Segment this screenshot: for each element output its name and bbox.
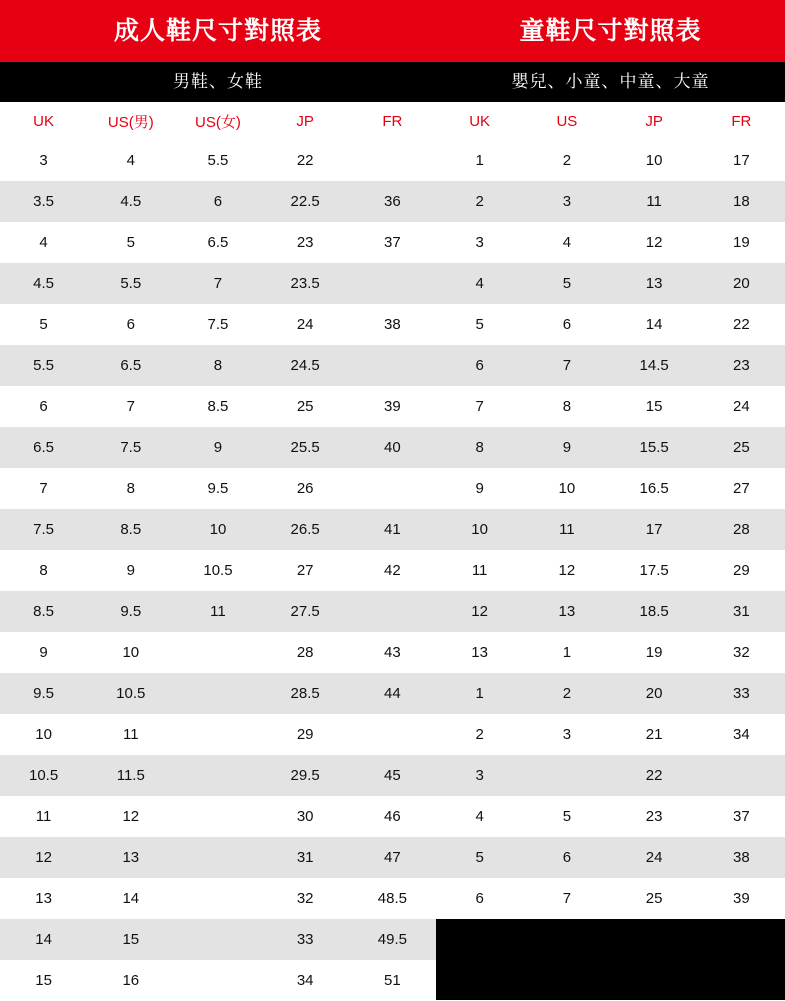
adult-cell: 6	[174, 181, 261, 222]
adult-cell	[349, 140, 436, 181]
adult-cell: 10	[87, 632, 174, 673]
adult-cell: 14	[87, 878, 174, 919]
adult-cell: 3.5	[0, 181, 87, 222]
table-row	[0, 591, 436, 632]
adult-cell: 24	[262, 304, 349, 345]
adult-cell: 27	[262, 550, 349, 591]
table-row	[0, 837, 436, 878]
kids-cell: 9	[436, 468, 523, 509]
kids-cell: 33	[698, 673, 785, 714]
kids-cell: 1	[436, 673, 523, 714]
kids-cell: 22	[611, 755, 698, 796]
table-row	[0, 181, 436, 222]
kids-cell: 13	[523, 591, 610, 632]
adult-cell: 48.5	[349, 878, 436, 919]
adult-cell: 13	[0, 878, 87, 919]
kids-cell: 6	[436, 345, 523, 386]
kids-cell: 10	[436, 509, 523, 550]
kids-cell: 25	[611, 878, 698, 919]
adult-cell: 8	[87, 468, 174, 509]
adult-col-us-men: US(男)	[87, 102, 174, 140]
table-row	[0, 509, 436, 550]
adult-cell: 6	[0, 386, 87, 427]
kids-cell: 3	[436, 222, 523, 263]
adult-cell: 15	[87, 919, 174, 960]
adult-cell: 23.5	[262, 263, 349, 304]
kids-cell: 24	[611, 837, 698, 878]
kids-cell: 15.5	[611, 427, 698, 468]
adult-cell	[349, 345, 436, 386]
adult-cell	[349, 591, 436, 632]
table-row	[436, 755, 785, 796]
table-row	[436, 591, 785, 632]
kids-cell: 6	[436, 878, 523, 919]
kids-cell: 9	[523, 427, 610, 468]
kids-cell: 12	[436, 591, 523, 632]
kids-cell: 5	[436, 837, 523, 878]
kids-col-uk: UK	[436, 102, 523, 140]
adult-cell: 7	[174, 263, 261, 304]
kids-cell	[698, 755, 785, 796]
kids-cell: 20	[698, 263, 785, 304]
kids-cell: 27	[698, 468, 785, 509]
kids-cell: 7	[436, 386, 523, 427]
table-row	[436, 386, 785, 427]
adult-cell: 26	[262, 468, 349, 509]
kids-cell: 31	[698, 591, 785, 632]
kids-cell: 10	[523, 468, 610, 509]
adult-cell: 39	[349, 386, 436, 427]
adult-cell: 25.5	[262, 427, 349, 468]
adult-cell: 5.5	[0, 345, 87, 386]
adult-cell: 23	[262, 222, 349, 263]
kids-cell: 2	[523, 673, 610, 714]
adult-cell: 34	[262, 960, 349, 1001]
kids-cell: 8	[436, 427, 523, 468]
adult-cell: 10	[174, 509, 261, 550]
adult-cell: 26.5	[262, 509, 349, 550]
adult-cell: 43	[349, 632, 436, 673]
adult-cell: 11.5	[87, 755, 174, 796]
kids-cell: 34	[698, 714, 785, 755]
table-row	[436, 714, 785, 755]
adult-cell	[174, 837, 261, 878]
kids-col-us: US	[523, 102, 610, 140]
table-row	[0, 919, 436, 960]
adult-cell	[174, 755, 261, 796]
kids-col-jp: JP	[611, 102, 698, 140]
adult-cell: 10	[0, 714, 87, 755]
adult-cell: 10.5	[0, 755, 87, 796]
adult-cell: 6.5	[174, 222, 261, 263]
adult-cell	[174, 960, 261, 1001]
kids-cell: 3	[436, 755, 523, 796]
adult-cell	[174, 878, 261, 919]
kids-cell: 23	[698, 345, 785, 386]
adult-cell: 11	[0, 796, 87, 837]
kids-cell: 2	[436, 181, 523, 222]
kids-cell: 21	[611, 714, 698, 755]
table-row	[436, 468, 785, 509]
kids-cell: 4	[523, 222, 610, 263]
kids-table-head	[436, 102, 785, 140]
adult-cell: 30	[262, 796, 349, 837]
table-row	[436, 632, 785, 673]
kids-cell: 11	[523, 509, 610, 550]
adult-cell: 6	[87, 304, 174, 345]
kids-cell: 1	[523, 632, 610, 673]
adult-table-wrapper	[0, 102, 436, 1001]
adult-size-table	[0, 102, 436, 1001]
adult-cell: 7.5	[174, 304, 261, 345]
kids-cell: 19	[611, 632, 698, 673]
adult-cell: 29.5	[262, 755, 349, 796]
adult-cell: 9	[87, 550, 174, 591]
table-row	[436, 509, 785, 550]
table-row	[0, 878, 436, 919]
adult-cell: 4	[0, 222, 87, 263]
kids-col-fr: FR	[698, 102, 785, 140]
adult-cell: 10.5	[87, 673, 174, 714]
kids-cell: 7	[523, 878, 610, 919]
adult-cell: 10.5	[174, 550, 261, 591]
kids-size-table	[436, 102, 785, 919]
table-row	[0, 304, 436, 345]
adult-cell: 9.5	[0, 673, 87, 714]
table-row	[436, 345, 785, 386]
adult-cell: 8.5	[87, 509, 174, 550]
kids-cell: 11	[436, 550, 523, 591]
kids-size-panel	[436, 0, 785, 1000]
kids-cell: 5	[436, 304, 523, 345]
table-row	[0, 468, 436, 509]
kids-cell	[523, 755, 610, 796]
adult-cell: 12	[87, 796, 174, 837]
adult-cell: 42	[349, 550, 436, 591]
adult-cell: 45	[349, 755, 436, 796]
table-row	[0, 345, 436, 386]
adult-cell: 27.5	[262, 591, 349, 632]
adult-cell: 14	[0, 919, 87, 960]
adult-cell: 9.5	[174, 468, 261, 509]
adult-cell: 46	[349, 796, 436, 837]
kids-cell: 25	[698, 427, 785, 468]
adult-cell: 24.5	[262, 345, 349, 386]
table-row	[436, 837, 785, 878]
kids-cell: 23	[611, 796, 698, 837]
adult-cell: 28	[262, 632, 349, 673]
table-row	[436, 673, 785, 714]
adult-cell	[349, 263, 436, 304]
adult-cell: 5.5	[87, 263, 174, 304]
adult-cell: 4	[87, 140, 174, 181]
kids-cell: 5	[523, 796, 610, 837]
adult-cell: 8	[174, 345, 261, 386]
adult-cell: 38	[349, 304, 436, 345]
adult-cell: 40	[349, 427, 436, 468]
adult-cell: 51	[349, 960, 436, 1001]
adult-cell: 11	[174, 591, 261, 632]
adult-col-uk: UK	[0, 102, 87, 140]
kids-cell: 3	[523, 181, 610, 222]
adult-cell: 7.5	[0, 509, 87, 550]
kids-cell: 16.5	[611, 468, 698, 509]
adult-cell: 8.5	[174, 386, 261, 427]
kids-cell: 22	[698, 304, 785, 345]
table-row	[0, 140, 436, 181]
kids-cell: 8	[523, 386, 610, 427]
table-row	[436, 304, 785, 345]
kids-cell: 13	[436, 632, 523, 673]
adult-cell	[349, 714, 436, 755]
table-row	[0, 550, 436, 591]
kids-cell: 12	[611, 222, 698, 263]
kids-cell: 24	[698, 386, 785, 427]
kids-cell: 5	[523, 263, 610, 304]
adult-table-head	[0, 102, 436, 140]
kids-cell: 15	[611, 386, 698, 427]
kids-cell: 32	[698, 632, 785, 673]
kids-cell: 12	[523, 550, 610, 591]
adult-cell	[174, 632, 261, 673]
adult-cell: 32	[262, 878, 349, 919]
adult-cell: 41	[349, 509, 436, 550]
kids-cell: 37	[698, 796, 785, 837]
kids-table-body	[436, 140, 785, 919]
kids-cell: 17	[611, 509, 698, 550]
kids-cell: 38	[698, 837, 785, 878]
kids-cell: 1	[436, 140, 523, 181]
table-row	[436, 427, 785, 468]
kids-cell: 10	[611, 140, 698, 181]
kids-panel-subtitle: 嬰兒、小童、中童、大童	[436, 62, 785, 102]
adult-cell: 3	[0, 140, 87, 181]
adult-cell: 33	[262, 919, 349, 960]
adult-cell: 9	[0, 632, 87, 673]
adult-cell: 6.5	[0, 427, 87, 468]
adult-cell: 49.5	[349, 919, 436, 960]
kids-cell: 39	[698, 878, 785, 919]
kids-cell: 14	[611, 304, 698, 345]
kids-cell: 13	[611, 263, 698, 304]
table-row	[0, 960, 436, 1001]
kids-cell: 29	[698, 550, 785, 591]
kids-cell: 17.5	[611, 550, 698, 591]
table-row	[436, 878, 785, 919]
adult-cell: 15	[0, 960, 87, 1001]
adult-cell: 36	[349, 181, 436, 222]
adult-cell: 16	[87, 960, 174, 1001]
adult-cell: 6.5	[87, 345, 174, 386]
kids-cell: 18.5	[611, 591, 698, 632]
adult-cell: 22	[262, 140, 349, 181]
adult-cell: 12	[0, 837, 87, 878]
adult-table-body	[0, 140, 436, 1001]
kids-cell: 20	[611, 673, 698, 714]
adult-col-us-women: US(女)	[174, 102, 261, 140]
table-row	[0, 714, 436, 755]
kids-panel-filler	[436, 919, 785, 1000]
kids-table-wrapper	[436, 102, 785, 919]
table-row	[0, 263, 436, 304]
table-row	[436, 796, 785, 837]
adult-cell: 28.5	[262, 673, 349, 714]
kids-panel-title: 童鞋尺寸對照表	[436, 0, 785, 62]
adult-cell: 9	[174, 427, 261, 468]
adult-cell: 7.5	[87, 427, 174, 468]
adult-cell: 5.5	[174, 140, 261, 181]
table-row	[0, 222, 436, 263]
adult-cell: 13	[87, 837, 174, 878]
adult-cell: 31	[262, 837, 349, 878]
kids-cell: 11	[611, 181, 698, 222]
table-row	[0, 386, 436, 427]
kids-cell: 7	[523, 345, 610, 386]
adult-cell: 4.5	[87, 181, 174, 222]
table-row	[0, 755, 436, 796]
adult-cell: 5	[0, 304, 87, 345]
adult-cell: 29	[262, 714, 349, 755]
table-row	[0, 632, 436, 673]
adult-cell: 8	[0, 550, 87, 591]
kids-cell: 2	[436, 714, 523, 755]
table-row	[436, 263, 785, 304]
table-row	[436, 222, 785, 263]
adult-cell: 11	[87, 714, 174, 755]
adult-panel-title: 成人鞋尺寸對照表	[0, 0, 436, 62]
adult-cell: 25	[262, 386, 349, 427]
adult-cell: 37	[349, 222, 436, 263]
kids-cell: 6	[523, 304, 610, 345]
kids-header-row	[436, 102, 785, 140]
kids-cell: 4	[436, 796, 523, 837]
adult-cell: 9.5	[87, 591, 174, 632]
adult-cell	[174, 673, 261, 714]
adult-panel-subtitle: 男鞋、女鞋	[0, 62, 436, 102]
adult-cell	[174, 796, 261, 837]
table-row	[436, 140, 785, 181]
adult-cell: 7	[0, 468, 87, 509]
adult-cell	[174, 714, 261, 755]
kids-cell: 3	[523, 714, 610, 755]
adult-cell	[349, 468, 436, 509]
adult-col-jp: JP	[262, 102, 349, 140]
adult-cell: 8.5	[0, 591, 87, 632]
adult-cell: 7	[87, 386, 174, 427]
adult-header-row	[0, 102, 436, 140]
adult-cell: 47	[349, 837, 436, 878]
kids-cell: 4	[436, 263, 523, 304]
kids-cell: 6	[523, 837, 610, 878]
kids-cell: 14.5	[611, 345, 698, 386]
table-row	[0, 427, 436, 468]
kids-cell: 17	[698, 140, 785, 181]
adult-cell: 5	[87, 222, 174, 263]
adult-cell: 22.5	[262, 181, 349, 222]
adult-cell: 44	[349, 673, 436, 714]
table-row	[0, 673, 436, 714]
adult-cell	[174, 919, 261, 960]
kids-cell: 2	[523, 140, 610, 181]
kids-cell: 28	[698, 509, 785, 550]
kids-cell: 19	[698, 222, 785, 263]
adult-col-fr: FR	[349, 102, 436, 140]
table-row	[436, 181, 785, 222]
adult-cell: 4.5	[0, 263, 87, 304]
table-row	[436, 550, 785, 591]
table-row	[0, 796, 436, 837]
kids-cell: 18	[698, 181, 785, 222]
